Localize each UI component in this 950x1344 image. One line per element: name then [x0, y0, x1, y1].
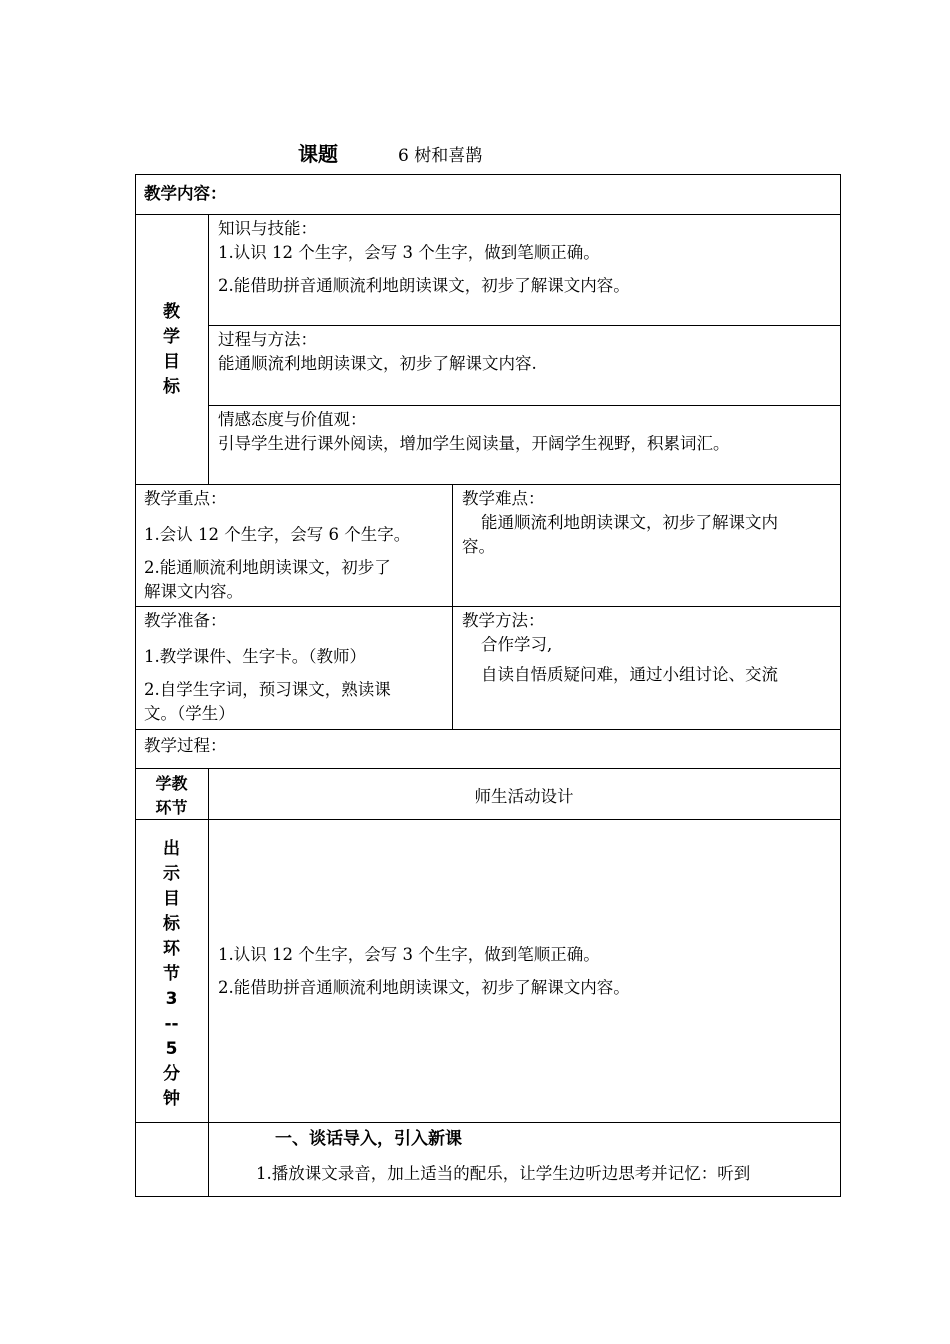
process-text: 能通顺流利地朗读课文，初步了解课文内容.: [218, 354, 537, 373]
difficulties-text: 容。: [462, 537, 495, 556]
knowledge-skills-section: [218, 217, 833, 298]
methods-text: 自读自悟质疑问难，通过小组讨论、交流: [481, 665, 778, 684]
step2-heading: 一、谈话导入，引入新课: [275, 1129, 462, 1149]
teaching-content-label: 教学内容：: [144, 184, 227, 203]
activity-column-header: 师生活动设计: [474, 787, 574, 806]
process-heading: 过程与方法：: [218, 330, 317, 349]
key-points-item: 1.会认 12 个生字，会写 6 个生字。: [144, 525, 411, 544]
emotion-text: 引导学生进行课外阅读，增加学生阅读量，开阔学生视野，积累词汇。: [218, 434, 730, 453]
teaching-process-label: 教学过程：: [144, 736, 227, 755]
step1-content: [218, 943, 833, 1000]
preparation-item: 文。（学生）: [144, 704, 235, 723]
step2-text: 1.播放课文录音，加上适当的配乐，让学生边听边思考并记忆：听到: [256, 1164, 751, 1183]
knowledge-item: 1.认识 12 个生字，会写 3 个生字，做到笔顺正确。: [218, 243, 600, 262]
lesson-title-row: [298, 138, 482, 167]
lesson-title-label: 课题: [298, 142, 338, 166]
methods-heading: 教学方法：: [462, 611, 545, 630]
preparation-section: [144, 609, 449, 726]
knowledge-item: 2.能借助拼音通顺流利地朗读课文，初步了解课文内容。: [218, 276, 630, 295]
emotion-heading: 情感态度与价值观：: [218, 410, 367, 429]
preparation-item: 2.自学生字词，预习课文，熟读课: [144, 680, 391, 699]
stage-column-header: 学教 环节: [155, 774, 188, 817]
step1-item: 2.能借助拼音通顺流利地朗读课文，初步了解课文内容。: [218, 978, 630, 997]
preparation-item: 1.教学课件、生字卡。（教师）: [144, 647, 366, 666]
step1-side-label: 出 示 目 标 环 节 3 -- 5 分 钟: [163, 839, 180, 1109]
process-method-section: [218, 328, 833, 376]
methods-section: [462, 609, 837, 687]
key-points-item: 2.能通顺流利地朗读课文，初步了: [144, 558, 391, 577]
knowledge-heading: 知识与技能：: [218, 219, 317, 238]
key-points-heading: 教学重点：: [144, 489, 227, 508]
lesson-title-value: 6 树和喜鹊: [398, 146, 483, 166]
preparation-heading: 教学准备：: [144, 611, 227, 630]
difficulties-heading: 教学难点：: [462, 489, 545, 508]
objectives-side-label: 教 学 目 标: [163, 302, 180, 397]
difficulties-section: [462, 487, 837, 559]
step1-item: 1.认识 12 个生字，会写 3 个生字，做到笔顺正确。: [218, 945, 600, 964]
key-points-section: [144, 487, 449, 604]
lesson-plan-table: [135, 174, 840, 1196]
methods-text: 合作学习,: [481, 635, 553, 654]
emotion-values-section: [218, 408, 833, 456]
key-points-item: 解课文内容。: [144, 582, 243, 601]
difficulties-text: 能通顺流利地朗读课文，初步了解课文内: [481, 513, 778, 532]
